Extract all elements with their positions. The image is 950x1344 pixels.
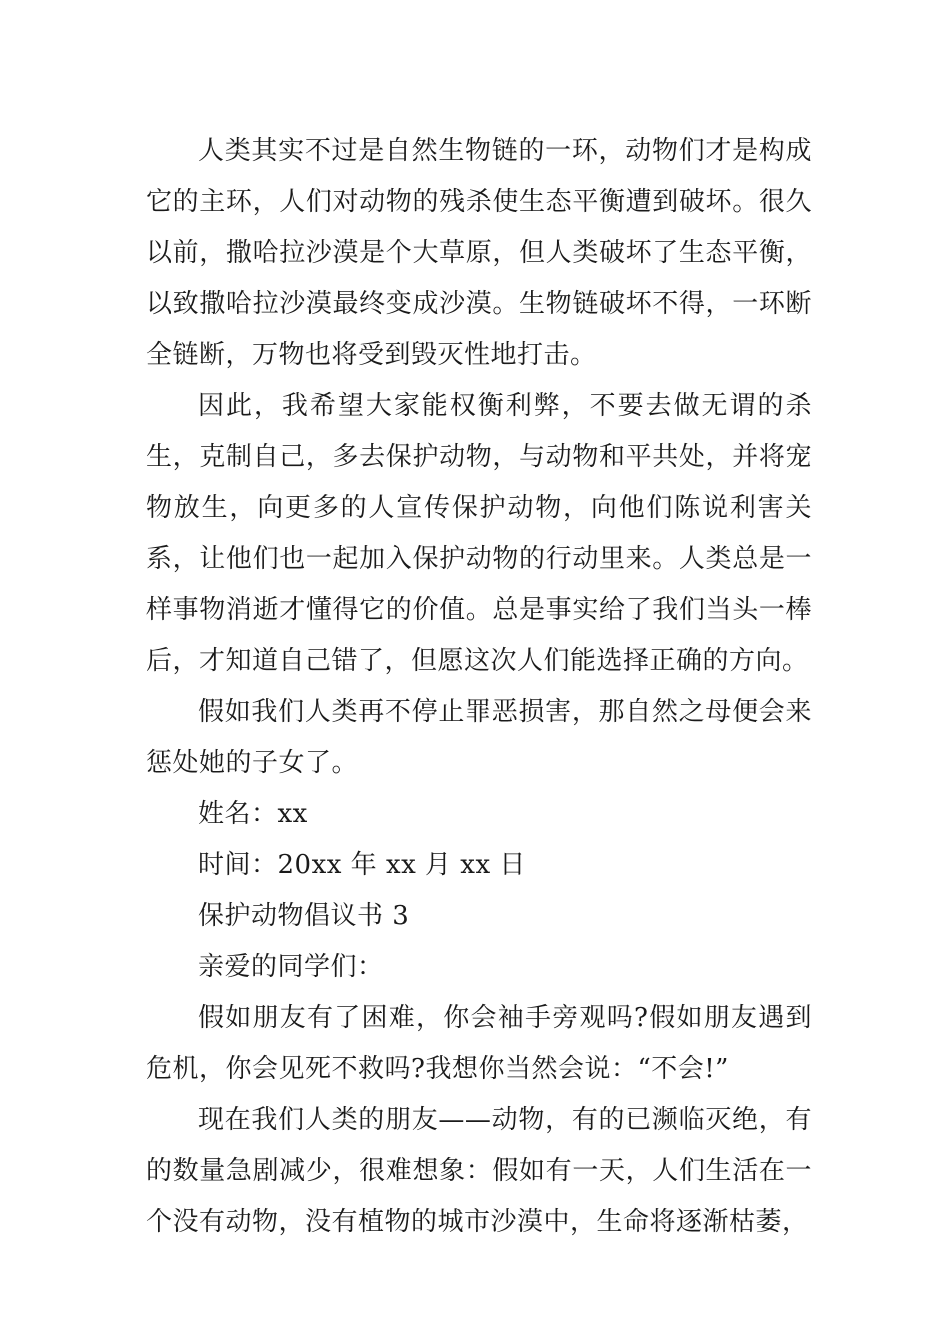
salutation: 亲爱的同学们： xyxy=(198,952,384,982)
section-title: 保护动物倡议书 3 xyxy=(198,901,410,931)
signature-date: 时间：20xx 年 xx 月 xx 日 xyxy=(198,850,526,880)
paragraph-food-chain: 人类其实不过是自然生物链的一环，动物们才是构成它的主环，人们对动物的残杀使生态平衡遭到破坏。很久以前，撒哈拉沙漠是个大草原，但人类破坏了生态平衡，以致撒哈拉沙漠最终变成沙漠。生物链破坏不得，一环断全链断，万物也将受到毁灭性地打击。 xyxy=(146,136,812,370)
paragraph-endangered: 现在我们人类的朋友——动物，有的已濒临灭绝，有的数量急剧减少，很难想象：假如有一天，人们生活在一个没有动物，没有植物的城市沙漠中，生命将逐渐枯萎， xyxy=(146,1105,812,1237)
paragraph-friend-question: 假如朋友有了困难，你会袖手旁观吗?假如朋友遇到危机，你会见死不救吗?我想你当然会说：“不会!” xyxy=(146,1003,812,1084)
paragraph-appeal: 因此，我希望大家能权衡利弊，不要去做无谓的杀生，克制自己，多去保护动物，与动物和平共处，并将宠物放生，向更多的人宣传保护动物，向他们陈说利害关系，让他们也一起加入保护动物的行动里来。人类总是一样事物消逝才懂得它的价值。总是事实给了我们当头一棒后，才知道自己错了，但愿这次人们能选择正确的方向。 xyxy=(146,391,812,676)
signature-name: 姓名：xx xyxy=(198,799,308,829)
paragraph-warning: 假如我们人类再不停止罪恶损害，那自然之母便会来惩处她的子女了。 xyxy=(146,697,812,778)
document-page xyxy=(146,126,812,1248)
